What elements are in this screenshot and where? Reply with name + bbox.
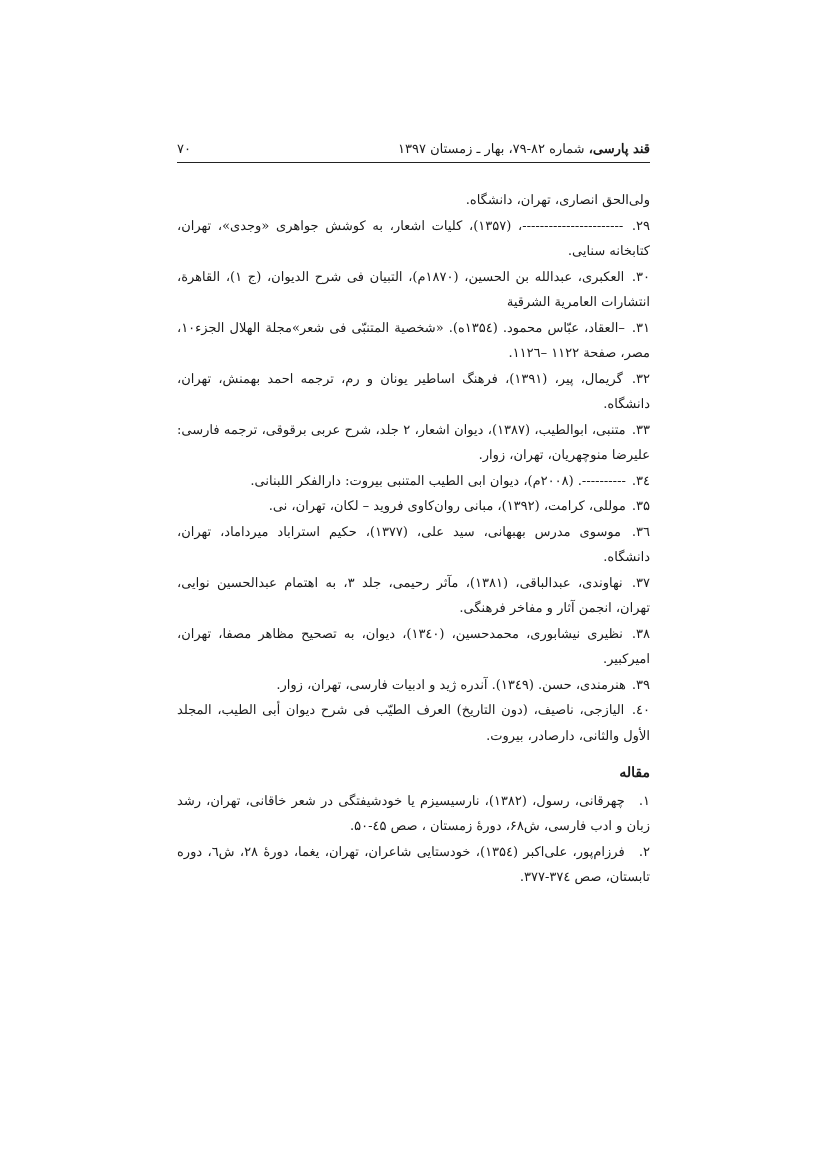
journal-citation [398,142,650,157]
reference-entry [177,214,650,265]
reference-number: ۳۳. [631,422,650,438]
article-references [177,789,650,891]
reference-text: گریمال، پیر، (۱۳۹۱)، فرهنگ اساطیر یونان و رم، ترجمه احمد بهمنش، تهران، دانشگاه. [177,371,650,412]
reference-number: ۳۲. [631,371,651,387]
reference-entry [177,316,650,367]
issue-info: شماره ۸۲-۷۹، بهار ـ زمستان ۱۳۹۷ [398,142,589,157]
references-body [177,188,650,891]
reference-text: ----------. (۲۰۰۸م)، دیوان ابی الطیب المتنبی بیروت: دارالفکر اللبنانی. [250,473,626,489]
reference-number: ۳۸. [631,626,650,642]
reference-text: موللی، کرامت، (۱۳۹۲)، مبانی روان‌کاوی فروید – لکان، تهران، نی. [268,499,626,514]
reference-entry [177,494,650,520]
reference-number: ٤۰. [631,703,651,718]
reference-number: ۳٤. [631,473,650,489]
reference-entry [177,698,650,749]
reference-number: ۲۹. [631,218,650,234]
reference-number: ۲. [638,844,651,860]
reference-text: فرزام‌پور، علی‌اکبر (۱۳۵٤)، خودستایی شاعران، تهران، یغما، دورۀ ۲۸، ش٦، دوره تابستان، صص ۳۷٤-۳۷۷. [177,844,650,885]
reference-entry [177,789,650,840]
reference-entry [177,265,650,316]
reference-number: ۳٦. [631,524,650,540]
book-references [177,214,650,750]
reference-text: الیازجی، ناصیف، (دون التاریخ) العرف الطیّب فی شرح دیوان أبی الطیب، المجلد الأول والثانی، دارصادر، بیروت. [177,703,650,744]
reference-text: هنرمندی، حسن. (۱۳٤۹). آندره ژید و ادبیات فارسی، تهران، زوار. [276,677,626,693]
reference-entry [177,367,650,418]
reference-entry [177,622,650,673]
reference-number: ۳۰. [631,269,650,285]
reference-text: چهرقانی، رسول، (۱۳۸۲)، نارسیسیزم یا خودشیفتگی در شعر خاقانی، تهران، رشد زبان و ادب فارسی، ش۶۸، دورۀ زمستان ، صص ٤۵-۵۰. [177,793,650,834]
continuation-line: ولی‌الحق انصاری، تهران، دانشگاه. [465,193,650,208]
reference-number: ۱. [638,793,651,809]
reference-number: ۳۵. [631,499,650,514]
reference-text: نهاوندی، عبدالباقی، (۱۳۸۱)، مآثر رحیمی، جلد ۳، به اهتمام عبدالحسین نوایی، تهران، انجمن آثار و مفاخر فرهنگی. [177,575,650,616]
reference-entry [177,520,650,571]
reference-text: موسوی مدرس بهبهانی، سید علی، (۱۳۷۷)، حکیم استراباد میرداماد، تهران، دانشگاه. [177,524,650,565]
reference-number: ۳۷. [631,575,650,591]
running-header [177,142,650,163]
reference-number: ۳۹. [631,677,650,693]
reference-number: ۳۱. [631,320,650,336]
reference-text: العکبری، عبدالله بن الحسین، (۱۸۷۰م)، التبیان فی شرح الدیوان، (ج ۱)، القاهرة، انتشارات العامرية الشرقية [177,269,650,310]
page-number: ۷۰ [177,142,191,157]
journal-name: قند پارسی، [588,142,650,157]
reference-text: -----------------------، (۱۳۵۷)، کلیات اشعار، به کوشش جواهری «وجدی»، تهران، کتابخانه سنایی. [177,218,650,259]
reference-entry [177,571,650,622]
articles-heading: مقاله [619,765,650,781]
reference-entry [177,418,650,469]
reference-text: نظیری نیشابوری، محمدحسین، (۱۳٤۰)، دیوان، به تصحیح مظاهر مصفا، تهران، امیرکبیر. [177,626,650,667]
reference-entry [177,673,650,699]
reference-entry [177,469,650,495]
reference-entry [177,840,650,891]
reference-text: متنبی، ابوالطیب، (۱۳۸۷)، دیوان اشعار، ۲ جلد، شرح عربی برقوقی، ترجمه فارسی: علیرضا منوچهریان، تهران، زوار. [177,422,650,463]
reference-text: –العقاد، عبّاس محمود. (۱۳۵٤ه). «شخصية المتنبّی فی شعر»مجلة الهلال الجزء۱۰، مصر، صفحة ۱۱۲۲ –۱۱۲٦. [177,320,650,361]
